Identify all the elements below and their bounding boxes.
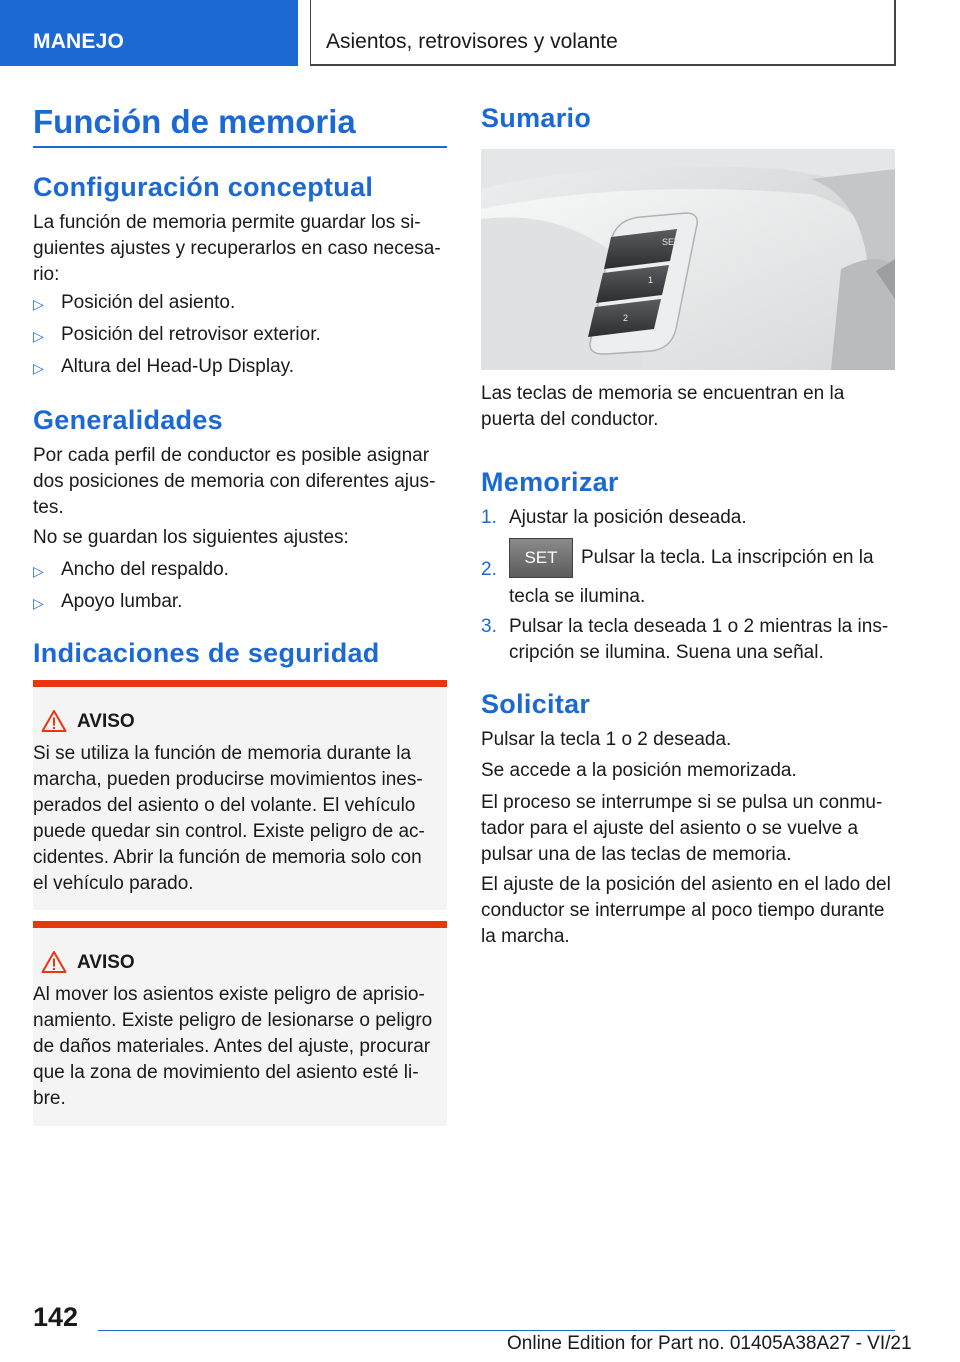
triangle-bullet-icon: ▷: [33, 563, 44, 579]
set-key-icon: SET: [509, 538, 573, 578]
warning-text: Si se utiliza la función de memoria durante la marcha, pueden producirse movimientos inesperados del asiento o del volante. El vehículo puede quedar sin control. Existe peligro de accidentes. Abrir la función de memoria solo con el vehículo parado.: [33, 743, 425, 894]
recall-text: Pulsar la tecla 1 o 2 deseada.: [481, 729, 732, 750]
heading-memorize: Memorizar: [481, 467, 619, 497]
step-text: Ajustar la posición deseada.: [509, 507, 747, 528]
triangle-bullet-icon: ▷: [33, 328, 44, 344]
step-item: [509, 538, 895, 607]
heading-concept: Configuración conceptual: [33, 172, 374, 202]
general-text: Por cada perfil de conductor es posible asignar dos posiciones de memoria con diferentes ajustes.: [33, 445, 436, 518]
title-rule: [33, 146, 447, 148]
footer-rule: [98, 1330, 895, 1331]
key-2-label: 2: [623, 313, 629, 323]
recall-text: Se accede a la posición memorizada.: [481, 760, 797, 781]
step-number: 2.: [481, 559, 497, 580]
heading-recall: Solicitar: [481, 689, 591, 719]
recall-text: El ajuste de la posición del asiento en el lado del conductor se interrumpe al poco tiempo durante la marcha.: [481, 874, 891, 947]
heading-summary: Sumario: [481, 103, 592, 133]
triangle-bullet-icon: ▷: [33, 595, 44, 611]
triangle-bullet-icon: ▷: [33, 360, 44, 376]
warning-text: Al mover los asientos existe peligro de aprisionamiento. Existe peligro de lesionarse o peligro de daños materiales. Antes del ajuste, procurar que la zona de movimiento del asiento esté libre.: [33, 984, 433, 1109]
section-tab: MANEJO: [0, 0, 298, 66]
photo-caption: Las teclas de memoria se encuentran en la puerta del conductor.: [481, 383, 845, 430]
warning-box: [33, 680, 447, 910]
door-memory-buttons-photo: [481, 149, 895, 370]
page-title: Función de memoria: [33, 103, 356, 140]
general-text-2: No se guardan los siguientes ajustes:: [33, 527, 349, 548]
concept-text: La función de memoria permite guardar los siguientes ajustes y recuperarlos en caso necesario:: [33, 212, 441, 285]
heading-general: Generalidades: [33, 405, 223, 435]
key-1-label: 1: [648, 275, 654, 285]
warning-triangle-icon: [41, 950, 67, 974]
step-text: Pulsar la tecla deseada 1 o 2 mientras la inscripción se ilumina. Suena una señal.: [509, 616, 889, 663]
step-number: 3.: [481, 616, 497, 637]
step-number: 1.: [481, 507, 497, 528]
edition-note: Online Edition for Part no. 01405A38A27 - VI/21: [507, 1333, 912, 1354]
heading-safety: Indicaciones de seguridad: [33, 638, 380, 668]
warning-title: AVISO: [77, 952, 135, 973]
warning-triangle-icon: [41, 709, 67, 733]
recall-text: El proceso se interrumpe si se pulsa un conmutador para el ajuste del asiento o se vuelve a pulsar una de las teclas de memoria.: [481, 792, 883, 865]
warning-box: [33, 921, 447, 1126]
chapter-title: Asientos, retrovisores y volante: [310, 0, 896, 66]
step-text: Pulsar la tecla. La inscripción en la tecla se ilumina.: [509, 547, 874, 607]
set-key-label: SET: [662, 237, 680, 247]
warning-title: AVISO: [77, 711, 135, 732]
page-number: 142: [33, 1302, 79, 1332]
triangle-bullet-icon: ▷: [33, 296, 44, 312]
